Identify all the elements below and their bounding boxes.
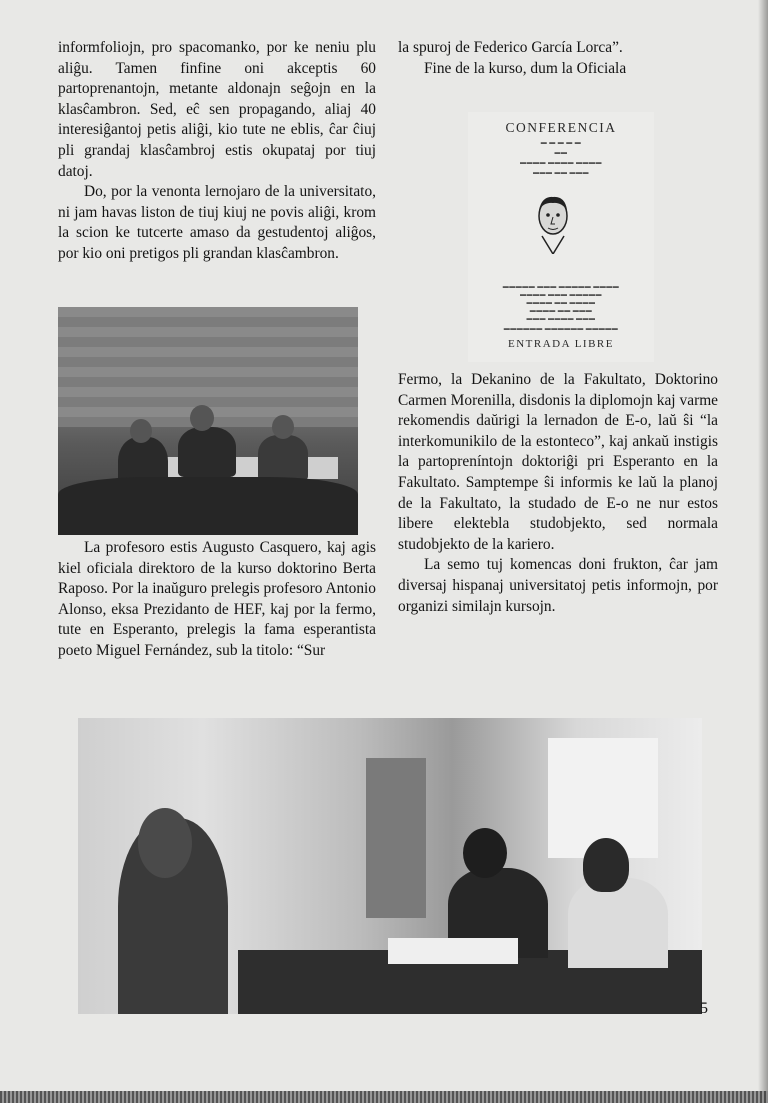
poster-small-text: ▬▬▬▬▬▬ ▬▬▬▬▬▬ ▬▬▬▬▬ xyxy=(503,326,619,332)
poster-small-text: ▬▬▬▬ ▬▬ ▬▬▬ xyxy=(529,308,593,314)
right-column-top xyxy=(398,38,718,79)
page-edge-shadow xyxy=(758,0,768,1103)
photo-papers xyxy=(388,938,518,964)
poster-small-text: ▬▬▬▬ ▬▬ ▬▬▬▬ xyxy=(526,300,596,306)
photo-person-head xyxy=(130,419,152,443)
lorca-portrait-icon xyxy=(530,192,576,254)
poster-small-text: ▬▬▬▬ ▬▬▬▬ ▬▬▬▬ xyxy=(520,160,602,166)
poster-small-text: ▬▬▬ ▬▬▬▬ ▬▬▬ xyxy=(526,316,596,322)
photo-person-head xyxy=(272,415,294,439)
bleed-through xyxy=(520,80,527,111)
poster-small-text: ▬▬▬▬ ▬▬▬ ▬▬▬▬▬ xyxy=(520,292,602,298)
page-edge-scan-artifact xyxy=(0,1091,768,1103)
poster-small-text: ▬▬ xyxy=(554,150,568,156)
photo-person xyxy=(258,435,308,481)
paragraph: Fermo, la Dekanino de la Fakultato, Doktorino Carmen Morenilla, disdonis la diplomojn kaj varme rekomendis daŭrigi la lernadon de E-o, laŭ ŝi “la interkomunikilo de la estonteco”, kaj ankaŭ instigis la partopreníntojn doktoriĝi pri Esperanto en la Fakultato. Samptempe ŝi informis ke laŭ la planoj de la Fakultato, la studado de E-o ne nur estos libere elektebla studobjekto, sed normala studobjekto de la kariero. xyxy=(398,371,718,553)
photo-person-right xyxy=(568,878,668,968)
photo-audience xyxy=(58,477,358,535)
poster-small-text: ▬▬▬ ▬▬ ▬▬▬ xyxy=(533,170,589,176)
poster-small-text: ▬ ▬ ▬ ▬ ▬ xyxy=(540,140,582,146)
paragraph: informfoliojn, pro spacomanko, por ke neniu plu aliĝu. Tamen finfine oni akceptis 60 partoprenantojn, metante aldonajn seĝojn en la klasĉambron. Sed, eĉ sen propagando, aliaj 40 interesiĝantoj petis aliĝi, kio tute ne eblis, ĉar ĉiuj pli grandaj klasĉambroj estis okupataj por tiuj datoj. xyxy=(58,39,376,180)
photo-person xyxy=(178,427,236,477)
photo-person-head xyxy=(190,405,214,431)
left-column-bottom xyxy=(58,538,376,662)
photo-person-middle-head xyxy=(463,828,507,878)
poster-title: CONFERENCIA xyxy=(505,120,617,135)
poster-small-text: ▬▬▬▬▬ ▬▬▬ ▬▬▬▬▬ ▬▬▬▬ xyxy=(502,284,620,290)
paragraph: La semo tuj komencas doni frukton, ĉar jam diversaj hispanaj universitatoj petis informojn, por organizi similajn kursojn. xyxy=(398,556,718,615)
conference-poster xyxy=(468,112,654,362)
ceremony-photo xyxy=(78,718,702,1014)
page-number: 5 xyxy=(700,1000,708,1017)
paragraph: la spuroj de Federico García Lorca”. xyxy=(398,39,623,56)
photo-door xyxy=(366,758,426,918)
photo-person-right-head xyxy=(583,838,629,892)
right-column-bottom xyxy=(398,370,718,617)
classroom-photo xyxy=(58,307,358,535)
left-column-top xyxy=(58,38,376,265)
paragraph: La profesoro estis Augusto Casquero, kaj agis kiel oficiala direktoro de la kurso doktorino Berta Raposo. Por la inaŭguro prelegis profesoro Antonio Alonso, eksa Prezidanto de HEF, kaj por la fermo, tute en Esperanto, prelegis la fama esperantista poeto Miguel Fernández, sub la titolo: “Sur xyxy=(58,539,376,659)
paragraph: Do, por la venonta lernojaro de la universitato, ni jam havas liston de tiuj kiuj ne povis aliĝi, krom la scion ke tutcerte amaso da gestudentoj aliĝos, por kio oni pretigos pli grandan klasĉambron. xyxy=(58,183,376,262)
photo-desk xyxy=(148,457,338,479)
paragraph: Fine de la kurso, dum la Oficiala xyxy=(424,59,627,77)
photo-person-left-head xyxy=(138,808,192,878)
poster-footer: ENTRADA LIBRE xyxy=(508,338,614,350)
